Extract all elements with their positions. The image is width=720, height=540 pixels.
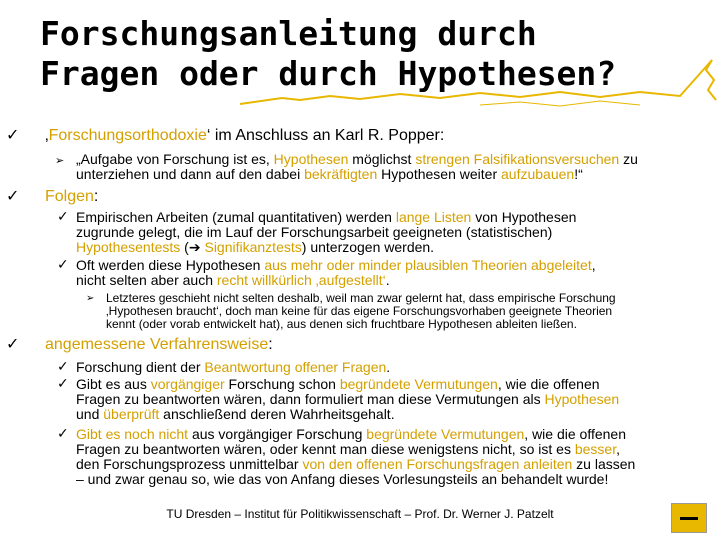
popper-quote: „Aufgabe von Forschung ist es, Hypothesen möglichst strengen Falsifikationsversuchen zu unterziehen und dann auf den dabei bekräftigten Hypothesen weiter aufzubauen!“: [76, 151, 638, 182]
check-icon: ✓: [6, 334, 20, 353]
arrowhead-icon: ➢: [86, 293, 95, 304]
page-title: [40, 14, 700, 94]
procedure-no-prior-research: Gibt es noch nicht aus vorgängiger Forschung begründete Vermutungen, wie die offenen Fragen zu beantworten wären, oder kennt man diese wenigstens nicht, so ist es besser, den Forschungsprozess unmittelbar von den offenen Forschungsfragen anleiten zu lassen – und zwar genau so, wie das von Anfang dieses Vorlesungsteils an behandelt wurde!: [76, 426, 636, 487]
bullet-orthodoxy: ‚Forschungsorthodoxie‘ im Anschluss an Karl R. Popper:: [45, 127, 445, 144]
explanation-note: Letzteres geschieht nicht selten deshalb, weil man zwar gelernt hat, dass empirische Forschung ‚Hypothesen braucht‘, doch man keine für das eigene Forschungsvorhaben geeignete Theorien kennt (oder vorab entwickelt hat), aus denen sich fruchtbare Hypothesen ableiten ließen.: [106, 291, 616, 331]
check-icon: ✓: [6, 125, 20, 144]
check-icon: ✓: [57, 426, 69, 442]
highlight-text: Forschungsorthodoxie: [48, 127, 207, 144]
procedure-research-questions: Forschung dient der Beantwortung offener Fragen.: [76, 359, 391, 375]
consequence-derivation: Oft werden diese Hypothesen aus mehr oder minder plausiblen Theorien abgeleitet, nicht selten aber auch recht willkürlich ‚aufgestellt‘.: [76, 257, 596, 288]
arrowhead-icon: ➢: [55, 154, 65, 167]
bold-arrow-icon: ➔: [188, 240, 201, 256]
bullet-consequences: Folgen:: [45, 188, 99, 205]
consequence-hypothesis-lists: Empirischen Arbeiten (zumal quantitativen) werden lange Listen von Hypothesen zugrunde gelegt, die im Lauf der Forschungsarbeit geeigneten (statistischen) Hypothesentests (➔ Signifikanztests) unterzogen werden.: [76, 209, 577, 256]
check-icon: ✓: [57, 359, 69, 375]
procedure-prior-research: Gibt es aus vorgängiger Forschung schon begründete Vermutungen, wie die offenen Fragen zu beantworten wären, dann formuliert man diese Vermutungen als Hypothesen und überprüft anschließend deren Wahrheitsgehalt.: [76, 376, 620, 422]
check-icon: ✓: [57, 209, 69, 225]
highlight-text: Folgen: [45, 188, 94, 205]
title-line-2: Fragen oder durch Hypothesen?: [40, 54, 617, 93]
footer: TU Dresden – Institut für Politikwissenschaft – Prof. Dr. Werner J. Patzelt: [166, 507, 554, 521]
highlight-text: angemessene Verfahrensweise: [45, 336, 269, 353]
check-icon: ✓: [57, 376, 69, 392]
minus-bar: [680, 517, 698, 520]
check-icon: ✓: [57, 257, 69, 273]
minus-button-icon[interactable]: [671, 503, 707, 533]
title-line-1: Forschungsanleitung durch: [40, 14, 537, 53]
bullet-appropriate-procedure: angemessene Verfahrensweise:: [45, 336, 273, 353]
check-icon: ✓: [6, 186, 20, 205]
